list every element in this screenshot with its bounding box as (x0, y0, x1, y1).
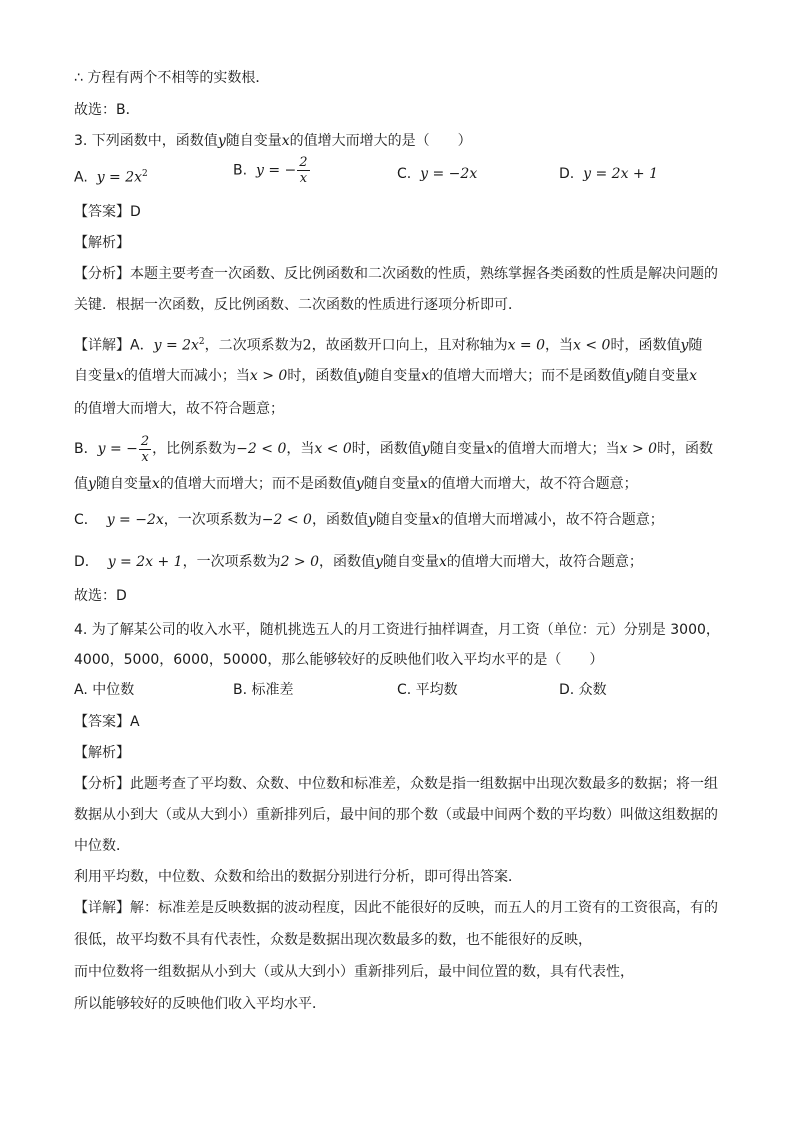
text-line (74, 805, 734, 825)
t: 【详解】A． (74, 337, 154, 354)
t: D． (74, 554, 99, 570)
t: 的值增大而增大；而不是函数值 (429, 368, 626, 384)
text-line (74, 586, 734, 606)
line-text: 故选：D (74, 588, 127, 604)
t: ，函数值 (319, 554, 376, 570)
t: ，一次项系数为 (163, 512, 262, 528)
line-text: 而中位数将一组数据从小到大（或从大到小）重新排列后，最中间位置的数，具有代表性， (74, 964, 634, 980)
question-4-choices (74, 677, 734, 703)
detail-3-a-line2 (74, 366, 734, 386)
t: B． (74, 441, 98, 457)
t: 的值增大而增大；而不是函数值 (159, 476, 356, 492)
formula: x (431, 512, 440, 528)
detail-3-c (74, 510, 734, 530)
t: 随自变量 (375, 512, 432, 528)
formula: x > 0 (249, 368, 288, 384)
line-text: 利用平均数，中位数、众数和给出的数据分别进行分析，即可得出答案． (74, 869, 522, 885)
t: 的值增大而增大，故不符合题意； (427, 476, 638, 492)
formula: −2 < 0 (261, 512, 312, 528)
t: C． (74, 512, 98, 528)
t: 随自变量 (633, 368, 690, 384)
t: ，当 (286, 441, 315, 457)
t: 随自变量 (429, 441, 486, 457)
text-line (74, 774, 734, 794)
formula: x > 0 (619, 441, 658, 457)
t: 的值增大而增减小，故不符合题意； (439, 512, 664, 528)
detail-3-b-line1 (74, 433, 734, 465)
t: ，函数值 (311, 512, 368, 528)
answer-4 (74, 712, 734, 732)
formula: y (355, 476, 364, 492)
choice-label: B. (233, 162, 248, 179)
formula: y = 2x (153, 337, 199, 354)
stem-text: 随自变量 (225, 133, 282, 149)
fraction (297, 155, 309, 186)
formula: x (438, 554, 447, 570)
line-text: ∴ 方程有两个不相等的实数根． (74, 70, 270, 86)
formula: y = 2x + 1 (107, 554, 183, 570)
t: 的值增大而增大；当 (493, 441, 620, 457)
formula: 2 (302, 337, 312, 354)
text-line (74, 264, 734, 284)
detail-3-a-line1 (74, 332, 734, 356)
detail-3-b-line2 (74, 474, 734, 494)
text-line (74, 836, 734, 856)
t: 时，函数 (657, 441, 714, 457)
t: 随自变量 (363, 476, 420, 492)
formula: y = − (97, 441, 138, 457)
question-4-stem (74, 650, 734, 670)
formula: y (421, 441, 430, 457)
formula: y (357, 368, 366, 384)
choice-c: C. 平均数 (397, 682, 458, 698)
text-line (74, 898, 734, 918)
answer-3 (74, 202, 734, 222)
t: 随自变量 (95, 476, 152, 492)
formula: x (689, 368, 697, 384)
choice-formula: y = −2x (420, 166, 478, 182)
t: 值 (74, 476, 88, 492)
t: 随自变量 (382, 554, 439, 570)
superscript: 2 (142, 169, 148, 179)
fraction (139, 434, 151, 465)
formula: x = 0 (507, 337, 546, 354)
formula: x < 0 (314, 441, 352, 457)
text-line (74, 867, 734, 887)
choice-b: B. 标准差 (233, 682, 294, 698)
line-text: 【分析】此题考查了平均数、众数、中位数和标准差，众数是指一组数据中出现次数最多的数据；将一组 (74, 776, 718, 792)
detail-3-d (74, 552, 734, 572)
formula: y (88, 476, 96, 492)
t: ，故函数开口向上，且对称轴为 (311, 337, 508, 354)
t: 随 (688, 337, 703, 354)
line-text: 【分析】本题主要考查一次函数、反比例函数和二次函数的性质，熟练掌握各类函数的性质是解决问题的 (74, 266, 718, 282)
choice-d: D. 众数 (559, 682, 607, 698)
heading-text: 【解析】 (74, 745, 130, 761)
text-line (74, 930, 734, 950)
formula: x (421, 368, 430, 384)
analysis-4-heading (74, 743, 734, 763)
answer-text: 【答案】D (74, 204, 141, 220)
text-line (74, 962, 734, 982)
stem-text: 3. 下列函数中，函数值 (74, 133, 218, 149)
choice-label: C. (397, 166, 412, 182)
choice-a (74, 161, 148, 191)
t: ，当 (545, 337, 574, 354)
formula: x < 0 (573, 337, 611, 354)
line-text: 4000，5000，6000，50000，那么能够较好的反映他们收入平均水平的是（ ） (74, 652, 604, 668)
superscript: 2 (198, 337, 205, 347)
choice-b (233, 155, 311, 186)
t: ，一次项系数为 (182, 554, 281, 570)
question-3-choices (74, 155, 734, 187)
t: 的值增大而减小；当 (123, 368, 250, 384)
formula: y = −2x (106, 512, 164, 528)
formula: y (367, 512, 376, 528)
math-x: x (281, 133, 290, 149)
line-text: 很低，故平均数不具有代表性，众数是数据出现次数最多的数，也不能很好的反映， (74, 932, 592, 948)
t: 自变量 (74, 368, 116, 384)
answer-text: 【答案】A (74, 714, 140, 730)
formula: x (116, 368, 124, 384)
t: 时，函数值 (351, 441, 422, 457)
choice-formula: y = − (255, 162, 297, 179)
t: 时，函数值 (610, 337, 681, 354)
text-line (74, 295, 734, 315)
math-y: y (217, 133, 226, 149)
t: 的值增大而增大，故符合题意； (446, 554, 643, 570)
line-text: 【详解】解：标准差是反映数据的波动程度，因此不能很好的反映，而五人的月工资有的工资很高，有的 (74, 900, 718, 916)
heading-text: 【解析】 (74, 235, 130, 251)
t: 随自变量 (365, 368, 422, 384)
choice-label: A. (74, 169, 88, 186)
question-3-stem (74, 131, 734, 151)
numerator: 2 (140, 433, 150, 449)
stem-text: 的值增大而增大的是（ ） (289, 133, 472, 149)
text-line (74, 994, 734, 1014)
line-text: 所以能够较好的反映他们收入平均水平． (74, 996, 326, 1012)
line-text: 关键．根据一次函数，反比例函数、二次函数的性质进行逐项分析即可． (74, 297, 522, 313)
t: ，比例系数为 (152, 441, 237, 457)
formula: y (375, 554, 383, 570)
line-text: 4. 为了解某公司的收入水平，随机挑选五人的月工资进行抽样调查，月工资（单位：元）分别是 3000， (74, 622, 720, 638)
analysis-3-heading (74, 233, 734, 253)
formula: x (151, 476, 160, 492)
line-text: 中位数． (74, 838, 130, 854)
choice-a: A. 中位数 (74, 682, 135, 698)
formula: y (625, 368, 634, 384)
text-line (74, 68, 734, 88)
t: 的值增大而增大，故不符合题意； (74, 401, 284, 417)
denominator: x (299, 171, 308, 186)
choice-c (397, 161, 477, 187)
text-line (74, 100, 734, 120)
t: ，二次项系数为 (204, 337, 303, 354)
choice-d (559, 161, 658, 187)
detail-3-a-line3 (74, 399, 734, 419)
denominator: x (141, 449, 149, 465)
choice-formula: y = 2x + 1 (583, 166, 659, 182)
formula: −2 < 0 (236, 441, 287, 457)
line-text: 故选：B． (74, 102, 140, 118)
formula: x (485, 441, 494, 457)
formula: 2 > 0 (280, 554, 320, 570)
choice-formula: y = 2x (96, 169, 143, 186)
formula: x (419, 476, 428, 492)
question-4-stem (74, 620, 734, 640)
line-text: 数据从小到大（或从大到小）重新排列后，最中间的那个数（或最中间两个数的平均数）叫做这组数据的 (74, 807, 718, 823)
choice-label: D. (559, 166, 575, 182)
numerator: 2 (299, 155, 308, 170)
formula: y (680, 337, 689, 354)
t: 时，函数值 (287, 368, 358, 384)
